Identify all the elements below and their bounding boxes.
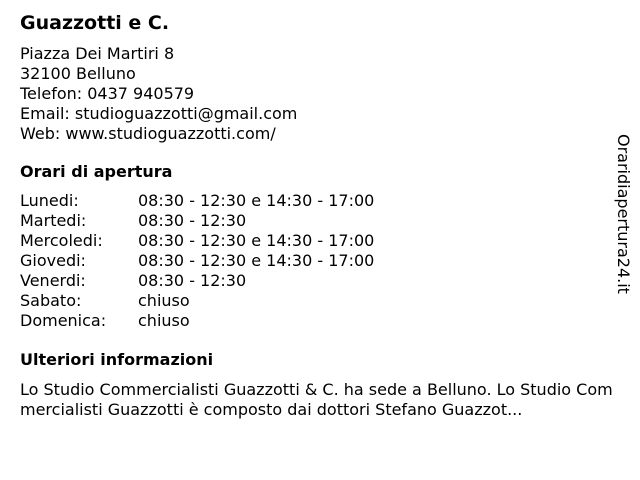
- info-description: Lo Studio Commercialisti Guazzotti & C. ha sede a Belluno. Lo Studio Commercialisti Guazzotti è composto dai dottori Stefano Guazzot...: [20, 380, 613, 419]
- business-name: Guazzotti e C.: [20, 12, 170, 34]
- hours-row-friday: [20, 271, 610, 291]
- street-address: Piazza Dei Martiri 8: [20, 44, 175, 63]
- contact-block: [20, 44, 610, 144]
- hours-day: Venerdi:: [20, 271, 86, 290]
- hours-time: 08:30 - 12:30: [138, 211, 247, 230]
- hours-day: Domenica:: [20, 311, 107, 330]
- hours-row-thursday: [20, 251, 610, 271]
- business-card: [20, 10, 613, 420]
- hours-row-sunday: [20, 311, 610, 331]
- city-address: 32100 Belluno: [20, 64, 136, 83]
- hours-day: Sabato:: [20, 291, 82, 310]
- website-url: Web: www.studioguazzotti.com/: [20, 124, 276, 143]
- hours-time: 08:30 - 12:30 e 14:30 - 17:00: [138, 231, 375, 250]
- hours-row-monday: [20, 191, 610, 211]
- info-heading: Ulteriori informazioni: [20, 350, 214, 369]
- hours-time: chiuso: [138, 291, 190, 310]
- hours-day: Giovedi:: [20, 251, 86, 270]
- brand-watermark: Oraridiapertura24.it: [614, 134, 633, 294]
- hours-time: chiuso: [138, 311, 190, 330]
- hours-heading: Orari di apertura: [20, 162, 173, 181]
- hours-time: 08:30 - 12:30 e 14:30 - 17:00: [138, 191, 375, 210]
- hours-table: [20, 191, 610, 331]
- hours-day: Mercoledi:: [20, 231, 103, 250]
- phone-number: Telefon: 0437 940579: [20, 84, 195, 103]
- hours-time: 08:30 - 12:30 e 14:30 - 17:00: [138, 251, 375, 270]
- hours-day: Martedi:: [20, 211, 87, 230]
- hours-day: Lunedi:: [20, 191, 79, 210]
- email-address: Email: studioguazzotti@gmail.com: [20, 104, 298, 123]
- hours-row-tuesday: [20, 211, 610, 231]
- hours-time: 08:30 - 12:30: [138, 271, 247, 290]
- hours-row-saturday: [20, 291, 610, 311]
- hours-row-wednesday: [20, 231, 610, 251]
